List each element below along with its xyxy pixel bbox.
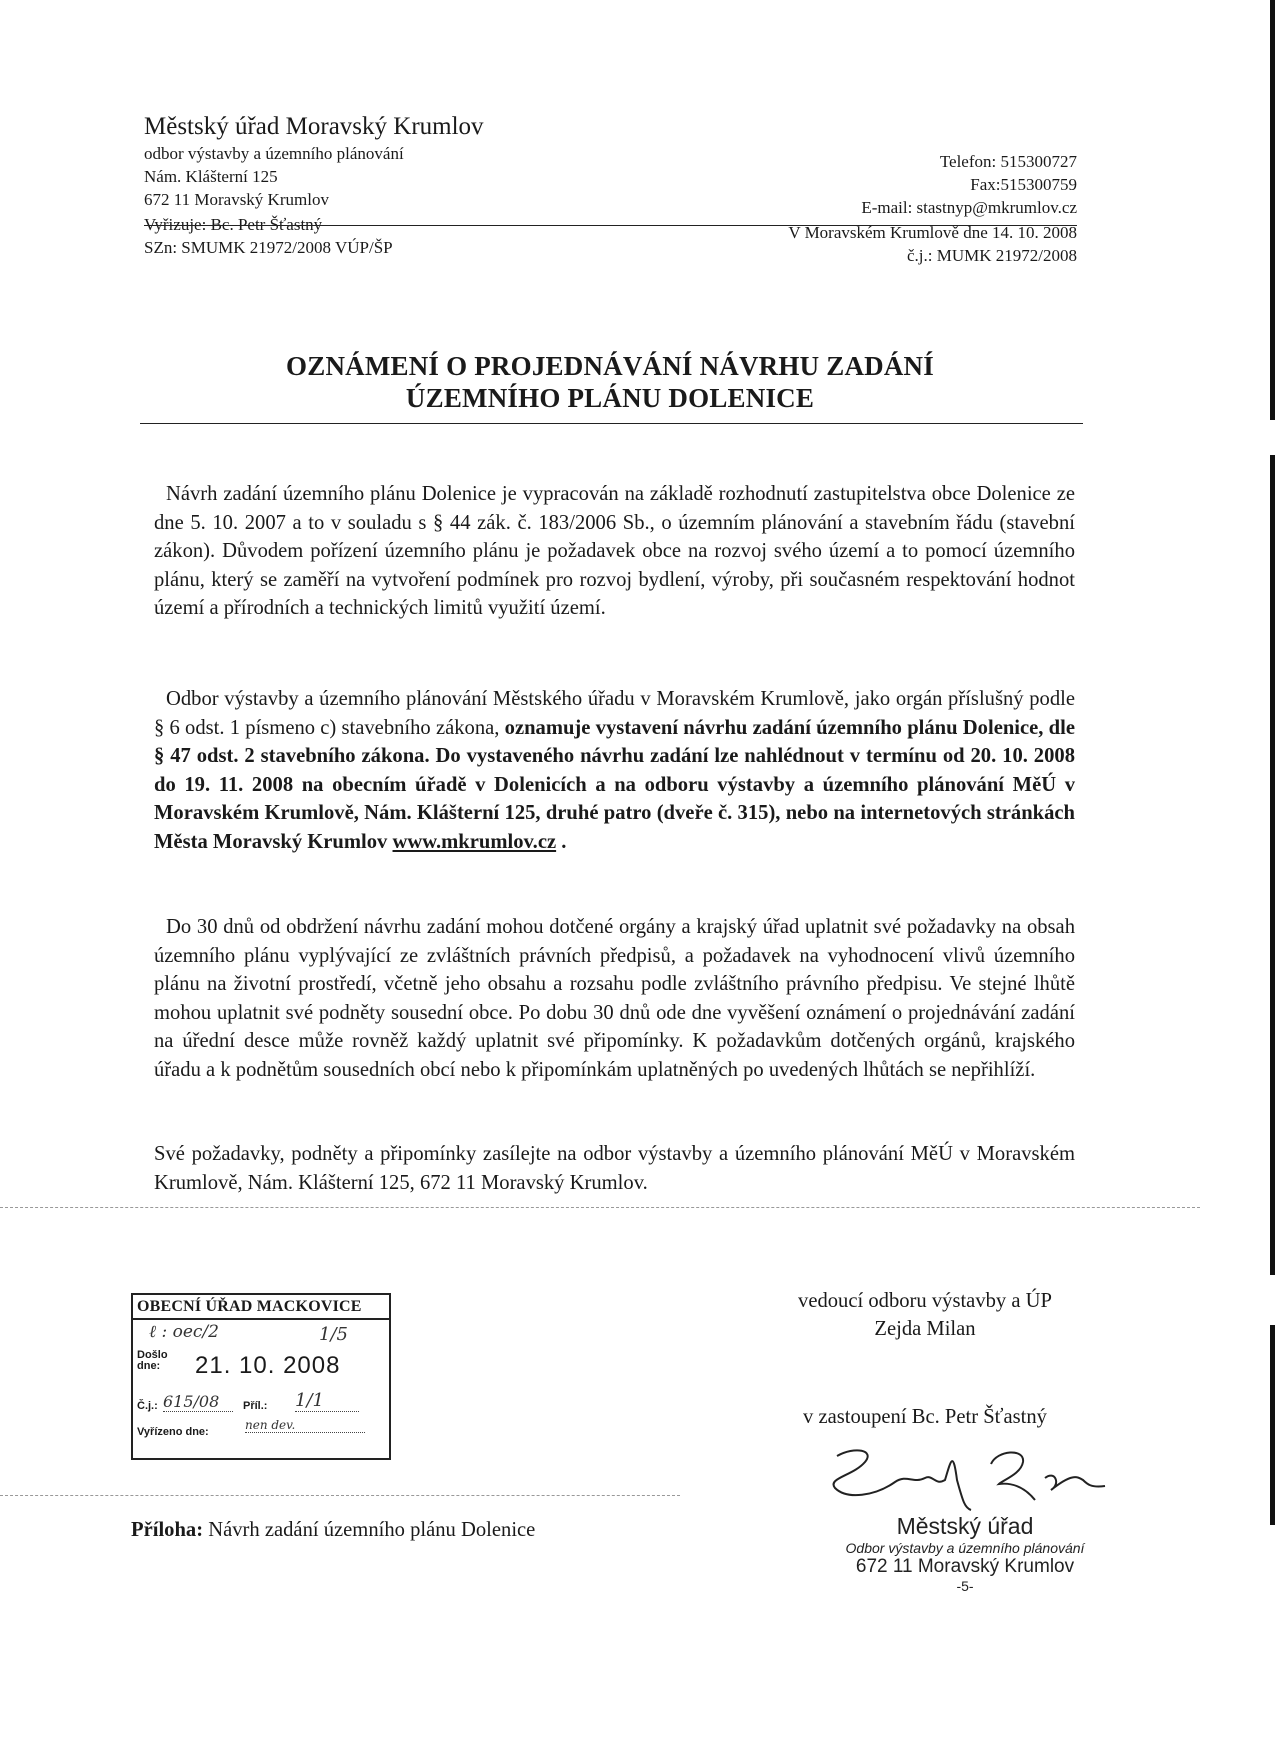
paragraph-2-bold: oznamuje vystavení návrhu zadání územního plánu Dolenice, dle § 47 odst. 2 stavebního zákona. Do vystaveného návrhu zadání lze nahlédnout v termínu od 20. 10. 2008 do 19. 11. 2008 na obecním úřadě v Dolenicích a na odboru výstavby a územního plánování MěÚ v Moravském Krumlově, Nám. Klášterní 125, druhé patro (dveře č. 315), nebo na internetových stránkách Města Moravský Krumlov bbox=[154, 716, 1075, 853]
phone: Telefon: 515300727 bbox=[939, 152, 1077, 171]
receipt-hand-count: 1/5 bbox=[319, 1324, 348, 1345]
paragraph-2-text: Odbor výstavby a územního plánování Městského úřadu v Moravském Krumlově, jako orgán příslušný podle § 6 odst. 1 písmeno c) stavebního zákona, bbox=[154, 688, 1075, 739]
scan-edge-mark-top bbox=[1270, 0, 1275, 420]
attachment-line bbox=[131, 1519, 535, 1542]
received-date: 21. 10. 2008 bbox=[195, 1352, 341, 1379]
paragraph-1-text: Návrh zadání územního plánu Dolenice je vypracován na základě rozhodnutí zastupitelstva obce Dolenice ze dne 5. 10. 2007 a to v souladu s § 44 zák. č. 183/2006 Sb., o územním plánování a stavebním řádu (stavební zákon). Důvodem pořízení územního plánu je požadavek obce na rozvoj svého území a to pomocí územního plánu, který se zaměří na vytvoření podmínek pro rozvoj bydlení, výroby, při současném respektování hodnot území a přírodních a technických limitů využití území. bbox=[154, 483, 1075, 619]
sender-block bbox=[144, 112, 564, 259]
paragraph-2 bbox=[154, 685, 1075, 856]
file-reference: SZn: SMUMK 21972/2008 VÚP/ŠP bbox=[144, 238, 393, 257]
heading-underline bbox=[140, 423, 1083, 424]
email: E-mail: stastnyp@mkrumlov.cz bbox=[861, 198, 1077, 217]
paragraph-4 bbox=[154, 1140, 1075, 1197]
handled-date-value: nen dev. bbox=[245, 1418, 365, 1433]
paragraph-4-text: Své požadavky, podněty a připomínky zasílejte na odbor výstavby a územního plánování MěÚ v Moravském Krumlově, Nám. Klášterní 125, 672 11 Moravský Krumlov. bbox=[154, 1143, 1075, 1194]
cj-value: 615/08 bbox=[163, 1392, 233, 1412]
place-date: V Moravském Krumlově dne 14. 10. 2008 bbox=[788, 223, 1077, 242]
paragraph-2-end: . bbox=[556, 830, 567, 853]
paragraph-3-text: Do 30 dnů od obdržení návrhu zadání mohou dotčené orgány a krajský úřad uplatnit své požadavky na obsah územního plánu vyplývající ze zvláštních právních předpisů, a požadavek na vyhodnocení vlivů územního plánu na životní prostředí, včetně jeho obsahu a rozsahu podle zvláštního právního předpisu. Ve stejné lhůtě mohou uplatnit své podněty sousední obce. Po dobu 30 dnů ode dne vyvěšení oznámení o projednávání zadání na úřední desce může rovněž každý uplatnit své připomínky. K požadavkům dotčených orgánů, krajského úřadu a k podnětům sousedních obcí nebo k připomínkám uplatněných po uvedených lhůtách se nepřihlíží. bbox=[154, 916, 1075, 1081]
heading-line-2: ÚZEMNÍHO PLÁNU DOLENICE bbox=[405, 383, 815, 413]
handled-date-label: Vyřízeno dne: bbox=[137, 1426, 209, 1438]
fax: Fax:515300759 bbox=[970, 175, 1077, 194]
on-behalf-text: v zastoupení Bc. Petr Šťastný bbox=[803, 1406, 1047, 1428]
website-link[interactable]: www.mkrumlov.cz bbox=[392, 830, 557, 853]
scan-fold-line-lower bbox=[0, 1495, 680, 1496]
official-stamp-line-3: 672 11 Moravský Krumlov bbox=[855, 1556, 1075, 1577]
handled-by: Vyřizuje: Bc. Petr Šťastný bbox=[144, 215, 323, 234]
heading-line-1: OZNÁMENÍ O PROJEDNÁVÁNÍ NÁVRHU ZADÁNÍ bbox=[286, 351, 934, 381]
attachment-count-label: Příl.: bbox=[243, 1400, 268, 1412]
sender-city: 672 11 Moravský Krumlov bbox=[144, 190, 329, 209]
receipt-stamp bbox=[131, 1293, 391, 1460]
attachment-text: Návrh zadání územního plánu Dolenice bbox=[208, 1519, 536, 1541]
paragraph-1 bbox=[154, 480, 1075, 623]
scan-edge-mark-bottom bbox=[1270, 1325, 1275, 1525]
contact-block bbox=[657, 150, 1077, 267]
paragraph-3 bbox=[154, 913, 1075, 1084]
header-divider bbox=[144, 225, 1077, 226]
attachment-count-value: 1/1 bbox=[295, 1390, 359, 1412]
official-stamp-line-2: Odbor výstavby a územního plánování bbox=[845, 1540, 1085, 1556]
document-heading bbox=[140, 350, 1080, 414]
official-stamp-line-1: Městský úřad bbox=[896, 1513, 1034, 1539]
scan-edge-mark-middle bbox=[1270, 455, 1275, 1275]
handwritten-signature bbox=[815, 1440, 1115, 1520]
signatory-block bbox=[700, 1287, 1150, 1343]
signatory-role: vedoucí odboru výstavby a ÚP bbox=[798, 1290, 1052, 1312]
received-label bbox=[137, 1350, 168, 1372]
on-behalf-line bbox=[700, 1403, 1150, 1431]
sender-department: odbor výstavby a územního plánování bbox=[144, 144, 404, 163]
scan-fold-line bbox=[0, 1207, 1200, 1208]
attachment-label: Příloha: bbox=[131, 1519, 204, 1541]
signatory-name: Zejda Milan bbox=[874, 1318, 976, 1340]
cj-label: Č.j.: bbox=[137, 1400, 158, 1412]
received-label-line-1: Došlo bbox=[137, 1349, 168, 1361]
official-stamp bbox=[805, 1513, 1125, 1594]
reference-number: č.j.: MUMK 21972/2008 bbox=[907, 246, 1077, 265]
received-label-line-2: dne: bbox=[137, 1360, 161, 1372]
sender-street: Nám. Klášterní 125 bbox=[144, 167, 278, 186]
sender-org-name: Městský úřad Moravský Krumlov bbox=[144, 113, 484, 140]
receipt-stamp-title: OBECNÍ ÚŘAD MACKOVICE bbox=[133, 1295, 389, 1320]
receipt-hand-ref: ℓ : oec/2 bbox=[149, 1322, 219, 1342]
page-number: -5- bbox=[956, 1578, 974, 1594]
